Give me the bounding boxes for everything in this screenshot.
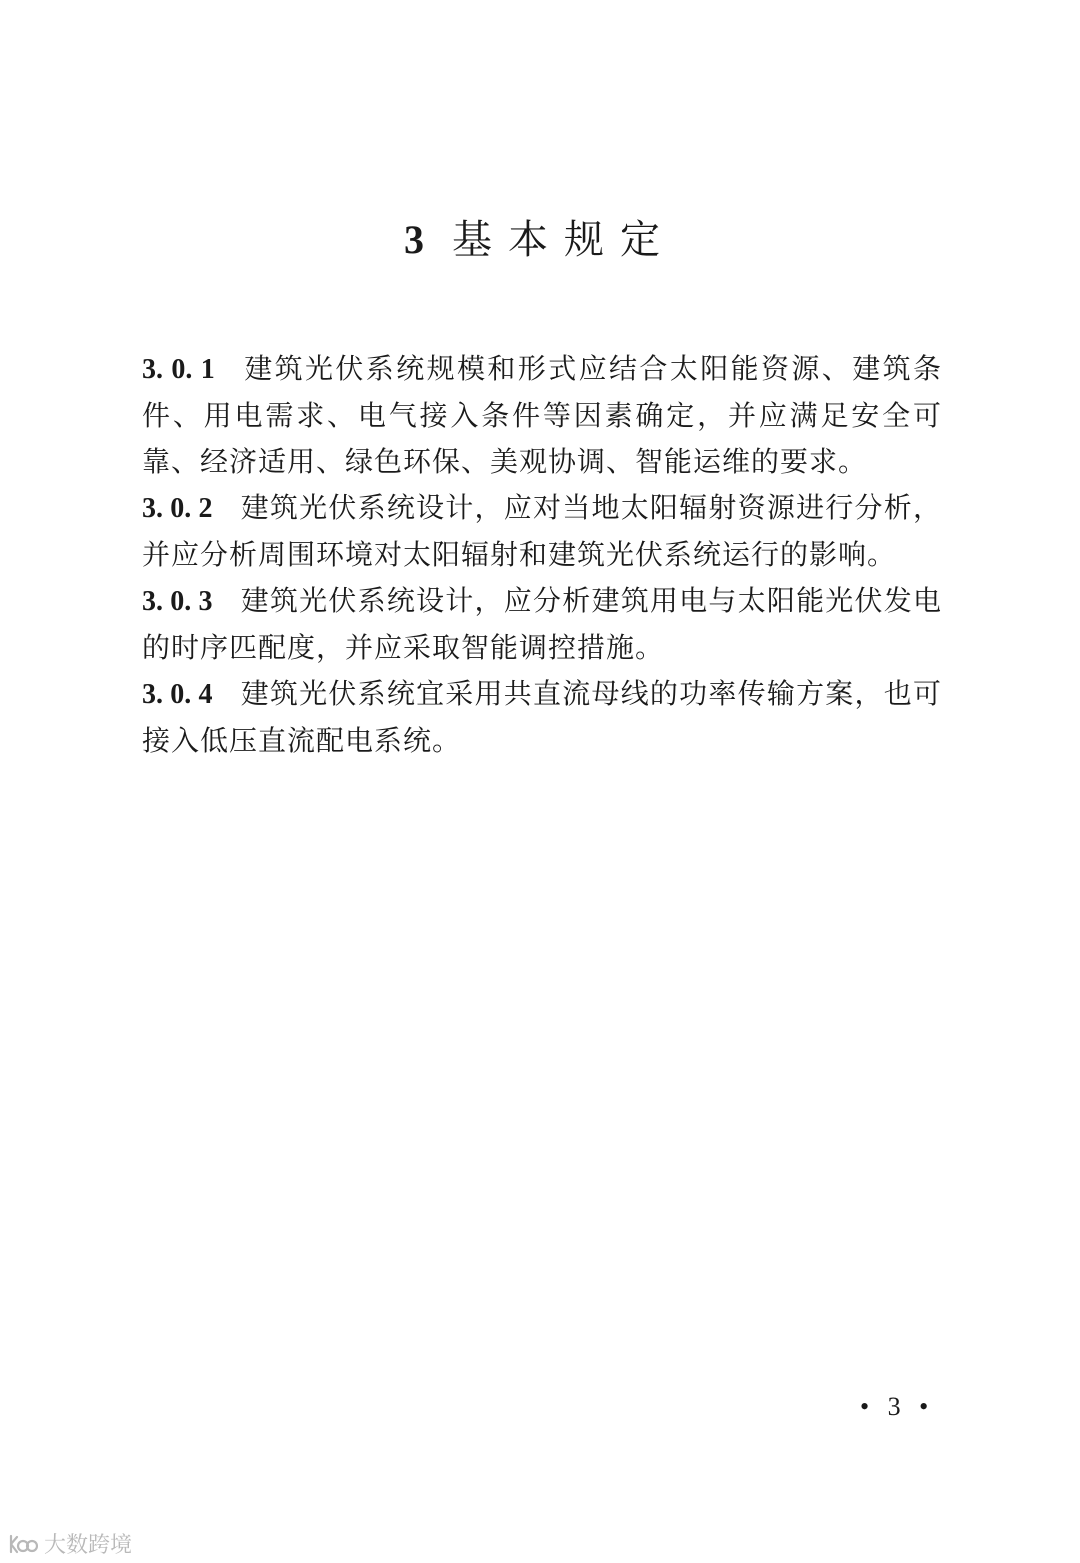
chapter-title [0,212,1080,268]
watermark-text: 大数跨境 [44,1533,133,1558]
clause-number: 3. 0. 2 [142,493,213,524]
clause-list [142,346,942,764]
clause-3-0-4 [142,671,942,764]
clause-number: 3. 0. 3 [142,586,213,617]
clause-number: 3. 0. 4 [142,679,213,710]
clause-3-0-2 [142,485,942,578]
clause-3-0-1 [142,346,942,485]
logo-icon [8,1532,38,1556]
clause-text: 建筑光伏系统设计，应对当地太阳辐射资源进行分析，并应分析周围环境对太阳辐射和建筑光伏系统运行的影响。 [142,491,942,571]
chapter-name: 基本规定 [452,217,676,263]
page-number: • 3 • [860,1392,935,1421]
clause-number: 3. 0. 1 [142,354,215,385]
clause-text: 建筑光伏系统规模和形式应结合太阳能资源、建筑条件、用电需求、电气接入条件等因素确定，并应满足安全可靠、经济适用、绿色环保、美观协调、智能运维的要求。 [142,352,943,478]
chapter-number: 3 [404,217,426,262]
clause-text: 建筑光伏系统宜采用共直流母线的功率传输方案，也可接入低压直流配电系统。 [142,677,942,757]
watermark [8,1528,132,1559]
clause-3-0-3 [142,578,942,671]
clause-text: 建筑光伏系统设计，应分析建筑用电与太阳能光伏发电的时序匹配度，并应采取智能调控措施。 [142,584,942,664]
